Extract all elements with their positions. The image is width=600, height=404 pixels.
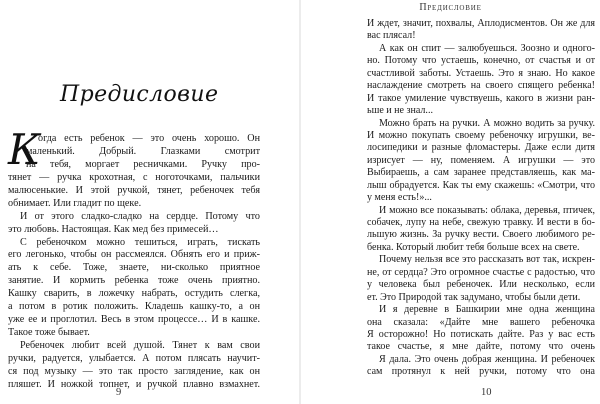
text-line: лосипедики и разные фломастеры. Даже если дитя [367,142,595,154]
text-line: собачек, лупу на небе, свежую травку. И вести в бо- [367,217,595,228]
text-line: И я деревне в Башкирии мне одна женщина [379,304,595,316]
text-line: Кашку сварить, в ложечку набрать, остудить слегка, [8,288,260,300]
text-line: И ждет, значит, похвалы, Аплодисментов. Он же для [367,18,595,29]
text-line: огда есть ребенок — это очень хорошо. Он [38,133,260,144]
text-line: ручки, радуется, улыбается. А потом плясать научит- [8,352,260,364]
text-line: А как он спит — залюбуешься. Зоозно и одного- [379,42,595,54]
text-line: на тебя, моргает ресничками. Ручку про- [26,158,260,170]
text-line: занятие. И кормить ребенка тоже очень приятно. [8,275,260,287]
text-line: И можно все показывать: облака, деревья, птичек, [379,204,595,216]
text-line: изрисует — ну, поменяем. А игрушки — это [367,154,595,166]
text-line: его легонько, чтобы он рассмеялся. Обнять его и приж- [8,249,260,261]
drop-cap: К [8,125,40,174]
text-line: маленький. Добрый. Глазками смотрит [26,145,260,157]
text-line: это любовь. Настоящая. Как мед без примесей… [8,223,219,235]
text-line: ся под музыку — это так просто заглядение, как он [8,365,260,377]
text-line: лыш обрадуется. Как ты ему скажешь: «Смотри, что [367,179,595,191]
text-line: С ребеночком можно тешиться, играть, тискать [20,236,260,248]
text-line: И такое умиление чувствуешь, какого в жизни ран- [367,92,595,104]
page-number: 10 [481,387,492,398]
left-page-text [8,133,260,392]
text-line: такое счастье, я мне дайте, потому что очень [367,341,595,353]
text-line: Можно брать на ручки. А можно водить за ручку. [379,117,595,129]
text-line: она сказала: «Дайте мне вашего ребеночка [367,316,595,328]
text-line: И от этого сладко-сладко на сердце. Потому что [20,210,260,222]
running-header: Предисловие [419,2,482,13]
text-line: сам протянул к ней ручки, потому что она [367,366,595,378]
text-line: счастливой заботы. Устаешь. Это я знаю. Но какое [367,67,595,79]
text-line: наслаждение смотреть на своего спящего ребенка! [367,80,595,92]
text-line: И можно покупать своему ребеночку игрушки, ве- [367,129,595,141]
right-page [301,0,600,404]
text-line: Я осторожно! Но потискать дайте. Раз у вас есть [367,328,595,340]
text-line: пляшет. И ножкой топнет, и ручкой плавно взмахнет. [8,378,260,390]
chapter-title: Предисловие [60,82,219,107]
text-line: но. Потому что устаешь, конечно, от счастья и от [367,55,595,67]
text-line: бенка. Который любит тебя больше всех на свете. [367,241,580,253]
text-line: ет. Это Природой так задумано, чтобы были дети. [367,291,581,303]
page-number: 9 [116,387,122,398]
text-line: Почему нельзя все это рассказать вот так, искрен- [379,254,595,266]
text-line: уже ее и проглотил. Весь в этом процессе… И в кашке. [8,314,260,326]
text-line: у человека был ребеночек. Или несколько, если [367,279,595,291]
text-line: Я дала. Это очень добрая женщина. И ребеночек [379,353,595,365]
text-line: Ребеночек любит всей душой. Тянет к вам свои [20,340,260,351]
text-line: малюсенькие. И этой ручкой, тянет, ребеночек тебя [8,184,260,196]
left-page [0,0,299,404]
text-line: тянет — ручка крохотная, с ноготочками, пальчики [8,171,260,183]
text-line: а потом в ротик положить. Кладешь кашку-то, а он [8,301,260,313]
text-line: Выбираешь, а сам заранее представляешь, как ма- [367,167,595,179]
text-line: Такое тоже бывает. [8,327,90,339]
text-line: вас плясал! [367,30,416,42]
text-line: ать к себе. Тоже, знаете, ни-сколько приятное [8,262,260,274]
text-line: обнимает. Или гладит по щеке. [8,197,142,209]
text-line: не, от сердца? Это огромное счастье с радостью, что [367,266,595,278]
text-line: ьше и не знал... [367,105,433,117]
right-page-text [367,18,595,379]
text-line: льшую жизнь. За ручку вести. Своего любимого ре- [367,229,595,241]
text-line: у меня есть!»... [367,192,432,204]
